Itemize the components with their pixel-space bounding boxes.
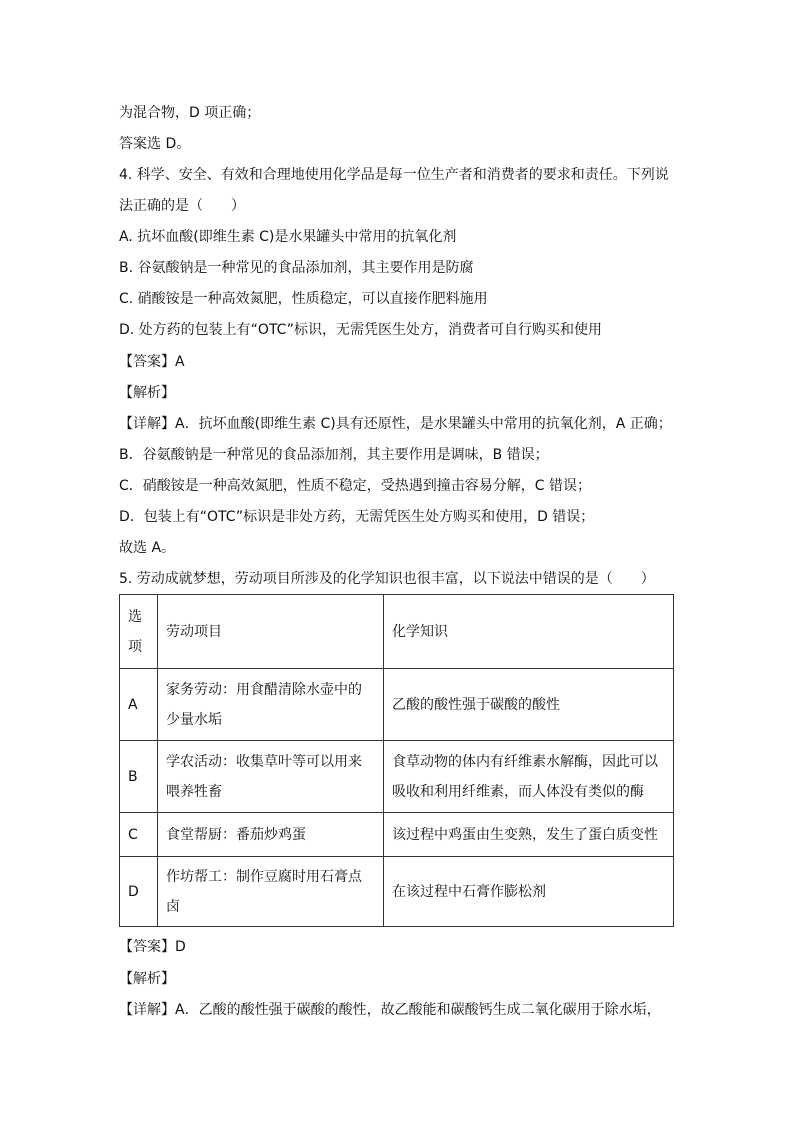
detail-line: 【详解】A．乙酸的酸性强于碳酸的酸性，故乙酸能和碳酸钙生成二氧化碳用于除水垢， — [119, 1002, 661, 1018]
table-row — [120, 857, 674, 927]
text-line: 为混合物，D 项正确； — [119, 105, 261, 121]
row-option: C — [120, 813, 158, 857]
detail-line: D．包装上有“OTC”标识是非处方药，无需凭医生处方购买和使用，D 错误； — [119, 509, 595, 525]
row-project: 食堂帮厨：番茄炒鸡蛋 — [158, 813, 384, 857]
question-4-stem: 4. 科学、安全、有效和合理地使用化学品是每一位生产者和消费者的要求和责任。下列说 — [119, 167, 669, 183]
detail-line: B．谷氨酸钠是一种常见的食品添加剂，其主要作用是调味，B 错误； — [119, 447, 549, 463]
row-knowledge: 该过程中鸡蛋由生变熟，发生了蛋白质变性 — [384, 813, 674, 857]
question-5-stem: 5. 劳动成就梦想，劳动项目所涉及的化学知识也很丰富，以下说法中错误的是（ ） — [119, 571, 655, 587]
detail-line: C．硝酸铵是一种高效氮肥，性质不稳定，受热遇到撞击容易分解，C 错误； — [119, 478, 591, 494]
question-5-table — [119, 594, 674, 927]
table-header-row — [120, 595, 674, 669]
header-knowledge: 化学知识 — [384, 595, 674, 669]
row-project: 学农活动：收集草叶等可以用来 喂养牲畜 — [158, 741, 384, 813]
row-knowledge: 乙酸的酸性强于碳酸的酸性 — [384, 669, 674, 741]
answer-heading: 【答案】D — [119, 939, 186, 955]
row-option: B — [120, 741, 158, 813]
row-option: D — [120, 857, 158, 927]
row-knowledge: 食草动物的体内有纤维素水解酶，因此可以 吸收和利用纤维素，而人体没有类似的酶 — [384, 741, 674, 813]
header-project: 劳动项目 — [158, 595, 384, 669]
option-a: A. 抗坏血酸(即维生素 C)是水果罐头中常用的抗氧化剂 — [119, 229, 457, 245]
conclusion-line: 故选 A。 — [119, 540, 176, 556]
table-row — [120, 813, 674, 857]
table-row — [120, 741, 674, 813]
question-4-stem-cont: 法正确的是（ ） — [119, 198, 245, 214]
row-project: 家务劳动：用食醋清除水壶中的 少量水垢 — [158, 669, 384, 741]
table-row — [120, 669, 674, 741]
analysis-heading: 【解析】 — [119, 385, 175, 401]
row-option: A — [120, 669, 158, 741]
row-project: 作坊帮工：制作豆腐时用石膏点 卤 — [158, 857, 384, 927]
detail-line: 【详解】A．抗坏血酸(即维生素 C)具有还原性，是水果罐头中常用的抗氧化剂，A 正确； — [119, 416, 672, 432]
answer-heading: 【答案】A — [119, 354, 185, 370]
text-line: 答案选 D。 — [119, 136, 191, 152]
option-d: D. 处方药的包装上有“OTC”标识，无需凭医生处方，消费者可自行购买和使用 — [119, 322, 602, 338]
header-option: 选 项 — [120, 595, 158, 669]
option-b: B. 谷氨酸钠是一种常见的食品添加剂，其主要作用是防腐 — [119, 260, 474, 276]
option-c: C. 硝酸铵是一种高效氮肥，性质稳定，可以直接作肥料施用 — [119, 291, 488, 307]
analysis-heading: 【解析】 — [119, 971, 175, 987]
row-knowledge: 在该过程中石膏作膨松剂 — [384, 857, 674, 927]
